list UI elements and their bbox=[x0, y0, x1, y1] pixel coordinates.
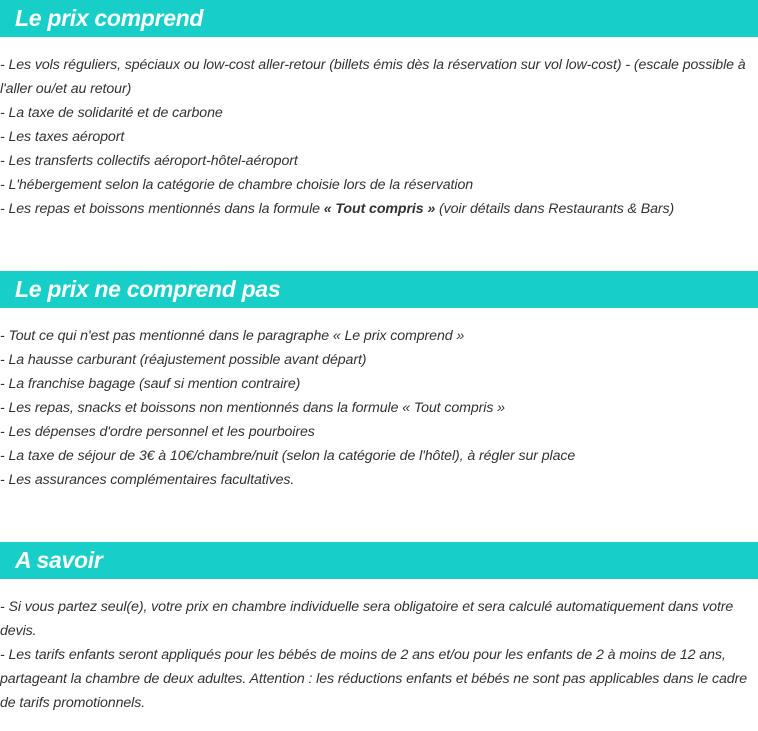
list-item: - La hausse carburant (réajustement possible avant départ) bbox=[0, 352, 367, 368]
section-header bbox=[0, 271, 758, 308]
list-item: - Si vous partez seul(e), votre prix en chambre individuelle sera obligatoire et sera calculé automatiquement dans votre devis. bbox=[0, 599, 734, 639]
section-title: A savoir bbox=[15, 547, 103, 573]
list-item: - La taxe de séjour de 3€ à 10€/chambre/nuit (selon la catégorie de l'hôtel), à régler sur place bbox=[0, 448, 576, 464]
section-price-excludes bbox=[0, 271, 758, 492]
list-item: - Les dépenses d'ordre personnel et les pourboires bbox=[0, 424, 315, 440]
list-item bbox=[0, 197, 758, 221]
section-title: Le prix ne comprend pas bbox=[15, 276, 281, 302]
list-item: - L'hébergement selon la catégorie de chambre choisie lors de la réservation bbox=[0, 177, 474, 193]
list-item: - Les assurances complémentaires facultatives. bbox=[0, 472, 295, 488]
list-item: - Tout ce qui n'est pas mentionné dans le paragraphe « Le prix comprend » bbox=[0, 328, 465, 344]
info-list bbox=[0, 595, 758, 715]
item-text: - Les repas et boissons mentionnés dans la formule bbox=[0, 201, 324, 217]
section-header bbox=[0, 542, 758, 579]
list-item: - La franchise bagage (sauf si mention contraire) bbox=[0, 376, 301, 392]
list-item: - Les tarifs enfants seront appliqués pour les bébés de moins de 2 ans et/ou pour les enfants de 2 à moins de 12 ans, partageant la chambre de deux adultes. Attention : les réductions enfants et bébés ne sont pas applicables dans le cadre de tarifs promotionnels. bbox=[0, 647, 748, 711]
list-item: - Les taxes aéroport bbox=[0, 129, 125, 145]
section-header bbox=[0, 0, 758, 37]
item-text: (voir détails dans Restaurants & Bars) bbox=[435, 201, 675, 217]
section-price-includes bbox=[0, 0, 758, 221]
list-item: - La taxe de solidarité et de carbone bbox=[0, 105, 223, 121]
section-title: Le prix comprend bbox=[15, 5, 204, 31]
list-item: - Les transferts collectifs aéroport-hôtel-aéroport bbox=[0, 153, 298, 169]
list-item: - Les repas, snacks et boissons non mentionnés dans la formule « Tout compris » bbox=[0, 400, 505, 416]
all-inclusive-label: « Tout compris » bbox=[323, 201, 436, 217]
list-item: - Les vols réguliers, spéciaux ou low-cost aller-retour (billets émis dès la réservation sur vol low-cost) - (escale possible à l'aller ou/et au retour) bbox=[0, 57, 746, 97]
section-good-to-know bbox=[0, 542, 758, 715]
excluded-list bbox=[0, 324, 758, 492]
included-list bbox=[0, 53, 758, 221]
